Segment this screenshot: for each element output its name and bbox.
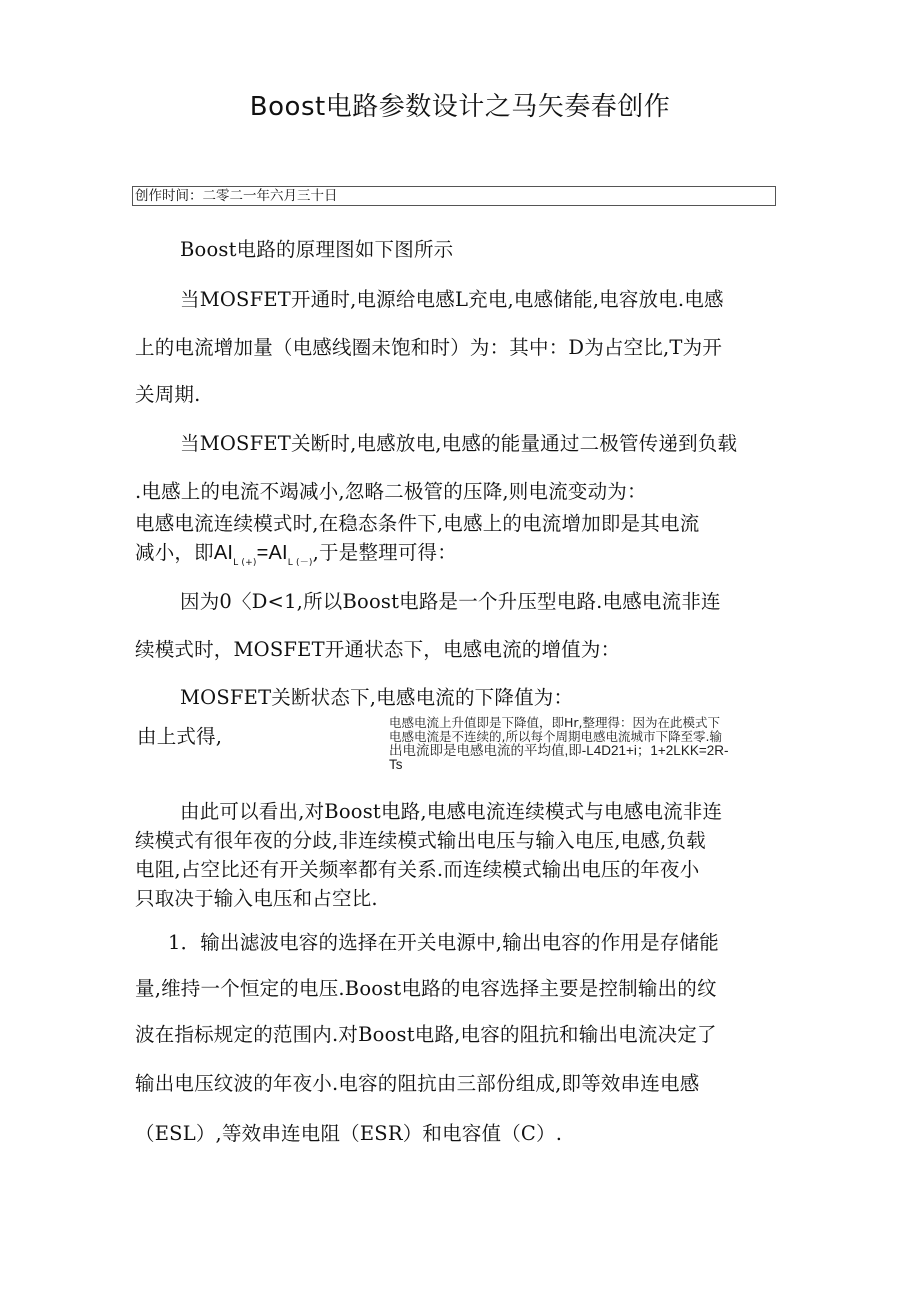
paragraph-schematic-intro: Boost电路的原理图如下图所示 bbox=[180, 238, 454, 261]
formula-delta-i-plus: AI bbox=[213, 542, 234, 564]
paragraph-on-state-line-2: 上的电流增加量（电感线圈未饱和时）为：其中：D为占空比,T为开 bbox=[135, 336, 723, 359]
paragraph-off-state-line-1: 当MOSFET关断时,电感放电,电感的能量通过二极管传递到负载 bbox=[180, 432, 738, 455]
paragraph-on-state-line-3: 关周期. bbox=[135, 383, 201, 406]
document-title: Boost电路参数设计之马矢奏春创作 bbox=[249, 92, 671, 122]
paragraph-ccm-line-2 bbox=[135, 537, 457, 568]
paragraph-ccm-line-1: 电感电流连续模式时,在稳态条件下,电感上的电流增加即是其电流 bbox=[135, 512, 700, 535]
paragraph-comparison-line-3: 电阻,占空比还有开关频率都有关系.而连续模式输出电压的年夜小 bbox=[135, 858, 700, 881]
ccm-text-suffix: ,于是整理可得： bbox=[312, 541, 457, 564]
paragraph-capacitor-line-1: 1．输出滤波电容的选择在开关电源中,输出电容的作用是存储能 bbox=[168, 931, 719, 954]
paragraph-capacitor-line-5: （ESL）,等效串连电阻（ESR）和电容值（C）. bbox=[135, 1122, 563, 1145]
creation-time-box: 创作时间：二零二一年六月三十日 bbox=[132, 186, 776, 206]
paragraph-on-state-line-1: 当MOSFET开通时,电源给电感L充电,电感储能,电容放电.电感 bbox=[180, 288, 724, 311]
dcm-derivation-note bbox=[389, 716, 774, 772]
paragraph-capacitor-line-4: 输出电压纹波的年夜小.电容的阻抗由三部份组成,即等效串连电感 bbox=[135, 1072, 700, 1095]
note-line-1: 电感电流上升值即是下降值，即Hr,整理得：因为在此模式下 bbox=[389, 715, 721, 730]
note-line-3: 出电流即是电感电流的平均值,即-L4D21+i；1+2LKK=2R- bbox=[389, 743, 729, 758]
paragraph-capacitor-line-3: 波在指标规定的范围内.对Boost电路,电容的阻抗和输出电流决定了 bbox=[135, 1023, 717, 1046]
note-line-2: 电感电流是不连续的,所以每个周期电感电流城市下降至零.输 bbox=[389, 729, 722, 744]
ccm-text-prefix: 减小，即 bbox=[135, 541, 214, 564]
paragraph-comparison-line-4: 只取决于输入电压和占空比. bbox=[135, 887, 378, 910]
formula-subscript-plus: L (+) bbox=[233, 558, 257, 568]
note-line-4: Ts bbox=[389, 757, 403, 772]
formula-subscript-minus: L (－) bbox=[287, 558, 313, 568]
paragraph-mosfet-off-drop: MOSFET关断状态下,电感电流的下降值为： bbox=[180, 686, 574, 709]
paragraph-boost-dcm-line-1: 因为0〈D<1,所以Boost电路是一个升压型电路.电感电流非连 bbox=[180, 590, 721, 613]
paragraph-comparison-line-1: 由此可以看出,对Boost电路,电感电流连续模式与电感电流非连 bbox=[180, 800, 723, 823]
paragraph-comparison-line-2: 续模式有很年夜的分歧,非连续模式输出电压与输入电压,电感,负载 bbox=[135, 829, 706, 852]
paragraph-off-state-line-2: .电感上的电流不竭减小,忽略二极管的压降,则电流变动为： bbox=[135, 480, 647, 503]
paragraph-from-above: 由上式得, bbox=[137, 725, 223, 748]
paragraph-capacitor-line-2: 量,维持一个恒定的电压.Boost电路的电容选择主要是控制输出的纹 bbox=[135, 977, 717, 1000]
formula-delta-i-minus: =AI bbox=[256, 542, 288, 564]
paragraph-boost-dcm-line-2: 续模式时，MOSFET开通状态下，电感电流的增值为： bbox=[135, 638, 621, 661]
